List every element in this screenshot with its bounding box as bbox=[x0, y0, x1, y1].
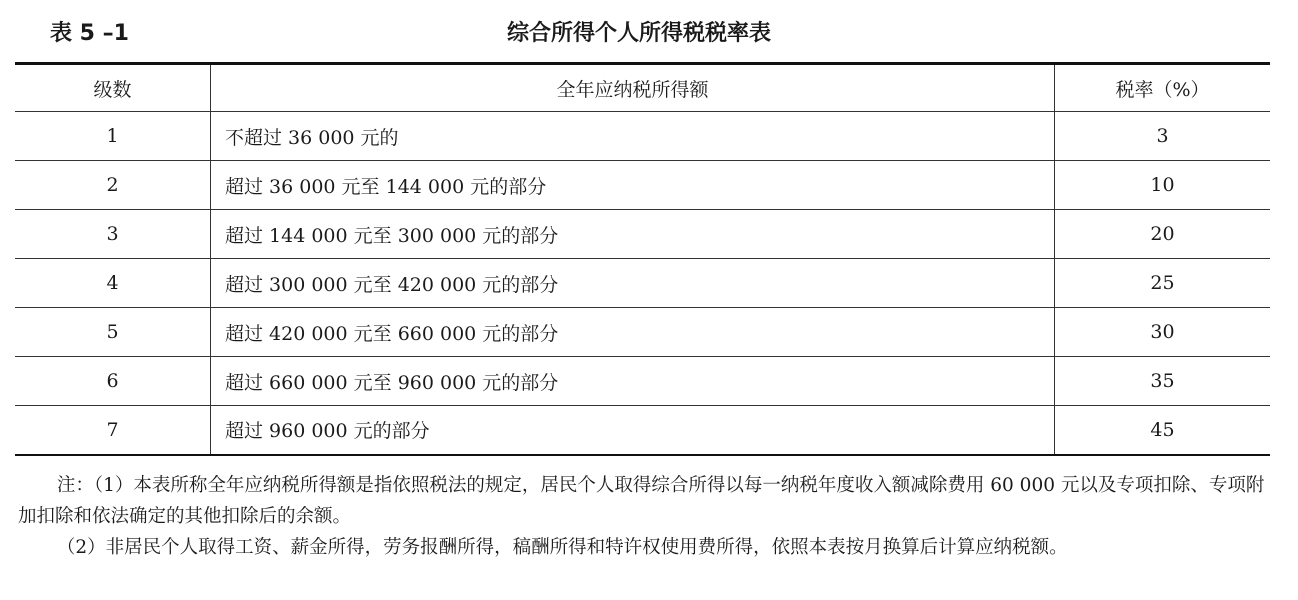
income-range-cell: 不超过 36 000 元的 bbox=[211, 112, 1055, 161]
income-range-cell: 超过 660 000 元至 960 000 元的部分 bbox=[211, 357, 1055, 406]
table-row bbox=[15, 210, 1270, 259]
table-row bbox=[15, 259, 1270, 308]
tax-rate-table bbox=[15, 62, 1270, 456]
header-rate: 税率（%） bbox=[1055, 64, 1271, 112]
table-row bbox=[15, 406, 1270, 455]
level-cell: 7 bbox=[15, 406, 211, 455]
rate-cell: 25 bbox=[1055, 259, 1271, 308]
income-range-cell: 超过 144 000 元至 300 000 元的部分 bbox=[211, 210, 1055, 259]
notes bbox=[18, 470, 1273, 563]
rate-cell: 20 bbox=[1055, 210, 1271, 259]
note-2: （2）非居民个人取得工资、薪金所得，劳务报酬所得，稿酬所得和特许权使用费所得，依照本表按月换算后计算应纳税额。 bbox=[56, 537, 1068, 558]
rate-cell: 45 bbox=[1055, 406, 1271, 455]
income-range-cell: 超过 960 000 元的部分 bbox=[211, 406, 1055, 455]
level-cell: 1 bbox=[15, 112, 211, 161]
level-cell: 5 bbox=[15, 308, 211, 357]
income-range-cell: 超过 300 000 元至 420 000 元的部分 bbox=[211, 259, 1055, 308]
rate-cell: 10 bbox=[1055, 161, 1271, 210]
table-header-row bbox=[15, 64, 1270, 112]
income-range-cell: 超过 36 000 元至 144 000 元的部分 bbox=[211, 161, 1055, 210]
table-label: 表 5 –1 bbox=[50, 21, 129, 46]
table-row bbox=[15, 308, 1270, 357]
note-1: 注：（1）本表所称全年应纳税所得额是指依照税法的规定，居民个人取得综合所得以每一纳税年度收入额减除费用 60 000 元以及专项扣除、专项附加扣除和依法确定的其他扣除后的余额。 bbox=[18, 475, 1265, 527]
table-title bbox=[0, 16, 1298, 47]
rate-cell: 35 bbox=[1055, 357, 1271, 406]
income-range-cell: 超过 420 000 元至 660 000 元的部分 bbox=[211, 308, 1055, 357]
level-cell: 3 bbox=[15, 210, 211, 259]
rate-cell: 3 bbox=[1055, 112, 1271, 161]
level-cell: 6 bbox=[15, 357, 211, 406]
table-row bbox=[15, 357, 1270, 406]
header-income: 全年应纳税所得额 bbox=[211, 64, 1055, 112]
table-title-text: 综合所得个人所得税税率表 bbox=[506, 21, 771, 46]
header-level: 级数 bbox=[15, 64, 211, 112]
level-cell: 2 bbox=[15, 161, 211, 210]
table-row bbox=[15, 161, 1270, 210]
table-row bbox=[15, 112, 1270, 161]
level-cell: 4 bbox=[15, 259, 211, 308]
rate-cell: 30 bbox=[1055, 308, 1271, 357]
